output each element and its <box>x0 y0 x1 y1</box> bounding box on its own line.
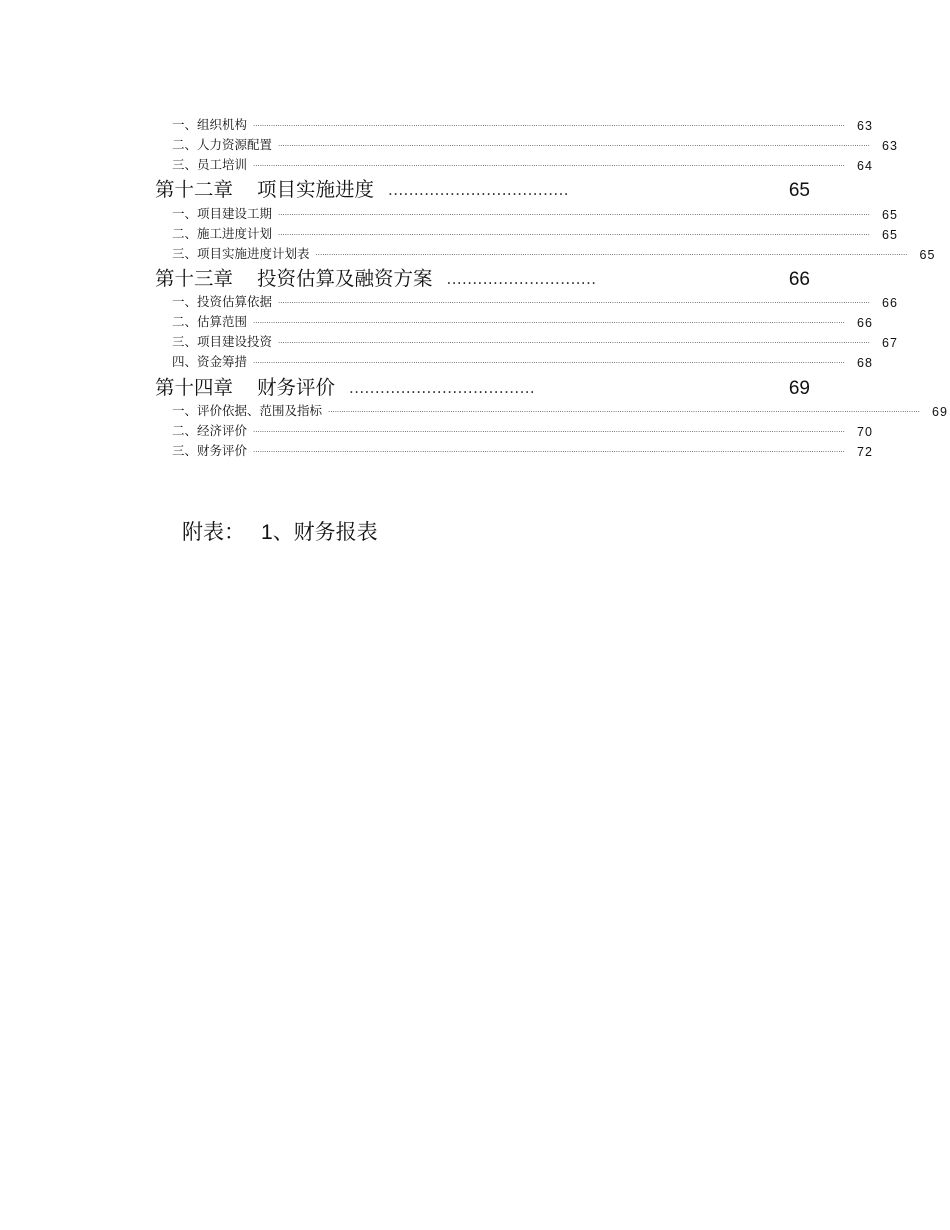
toc-leader-dots: ................................... <box>388 181 569 199</box>
toc-page-number: 63 <box>857 119 873 133</box>
toc-leader-dots: .......................................................................................................................................................................................................................................................................... <box>253 446 845 454</box>
toc-leader-dots: .......................................................................................................................................................................................................................................................................... <box>328 406 920 414</box>
chapter-title: 项目实施进度 <box>257 178 375 201</box>
toc-page-number: 66 <box>857 316 873 330</box>
toc-page-number: 66 <box>882 296 898 310</box>
toc-page-number: 65 <box>919 248 936 262</box>
toc-entry-construction-investment[interactable] <box>172 330 898 350</box>
appendix-heading <box>182 516 378 546</box>
toc-page-number: 72 <box>857 445 873 459</box>
toc-entry-staff-training[interactable] <box>172 153 873 173</box>
chapter-number: 第十四章 <box>155 376 234 399</box>
toc-entry-estimate-basis[interactable] <box>172 290 898 310</box>
toc-page-number: 67 <box>882 336 898 350</box>
toc-leader-dots: ............................. <box>446 270 597 288</box>
toc-entry-financial-evaluation[interactable] <box>172 439 873 459</box>
appendix-label: 附表： <box>182 520 245 544</box>
toc-entry-label: 四、资金筹措 <box>172 354 248 369</box>
toc-page-number: 68 <box>857 356 873 370</box>
toc-leader-dots: .......................................................................................................................................................................................................................................................................... <box>253 426 845 434</box>
toc-page-number: 65 <box>882 228 898 242</box>
toc-entry-economic-evaluation[interactable] <box>172 419 873 439</box>
toc-entry-label: 三、项目实施进度计划表 <box>172 246 310 261</box>
appendix-number: 1 <box>261 521 273 544</box>
toc-leader-dots: .................................... <box>349 379 536 397</box>
toc-entry-label: 一、项目建设工期 <box>172 206 273 221</box>
toc-entry-estimate-scope[interactable] <box>172 310 873 330</box>
appendix-title: 、财务报表 <box>272 520 378 544</box>
toc-entry-fundraising[interactable] <box>172 350 873 370</box>
toc-entry-hr-allocation[interactable] <box>172 133 898 153</box>
chapter-number: 第十二章 <box>155 178 234 201</box>
toc-entry-label: 二、估算范围 <box>172 314 248 329</box>
toc-entry-label: 三、财务评价 <box>172 443 248 458</box>
toc-leader-dots: .......................................................................................................................................................................................................................................................................... <box>315 249 908 257</box>
toc-leader-dots: .......................................................................................................................................................................................................................................................................... <box>253 357 845 365</box>
toc-page-number: 65 <box>788 180 810 201</box>
toc-page-number: 63 <box>882 139 898 153</box>
toc-leader-dots: .......................................................................................................................................................................................................................................................................... <box>278 140 870 148</box>
toc-entry-label: 一、组织机构 <box>172 117 248 132</box>
toc-chapter-12[interactable] <box>155 174 810 202</box>
toc-page-number: 69 <box>788 378 810 399</box>
toc-leader-dots: .......................................................................................................................................................................................................................................................................... <box>278 297 870 305</box>
toc-page-number: 65 <box>882 208 898 222</box>
chapter-title: 投资估算及融资方案 <box>257 267 433 290</box>
toc-chapter-13[interactable] <box>155 263 810 291</box>
toc-entry-label: 一、评价依据、范围及指标 <box>172 403 323 418</box>
toc-entry-label: 二、施工进度计划 <box>172 226 273 241</box>
toc-leader-dots: .......................................................................................................................................................................................................................................................................... <box>278 337 870 345</box>
toc-entry-label: 二、人力资源配置 <box>172 137 273 152</box>
toc-leader-dots: .......................................................................................................................................................................................................................................................................... <box>278 229 870 237</box>
toc-page-number: 70 <box>857 425 873 439</box>
toc-entry-label: 三、项目建设投资 <box>172 334 273 349</box>
toc-entry-label: 二、经济评价 <box>172 423 248 438</box>
toc-leader-dots: .......................................................................................................................................................................................................................................................................... <box>253 160 845 168</box>
toc-entry-label: 一、投资估算依据 <box>172 294 273 309</box>
toc-page-number: 69 <box>932 405 948 419</box>
toc-entry-evaluation-basis[interactable] <box>172 399 948 419</box>
toc-entry-schedule-table[interactable] <box>172 242 936 262</box>
toc-chapter-14[interactable] <box>155 372 810 400</box>
toc-entry-label: 三、员工培训 <box>172 157 248 172</box>
toc-leader-dots: .......................................................................................................................................................................................................................................................................... <box>278 209 870 217</box>
chapter-title: 财务评价 <box>257 376 336 399</box>
toc-entry-organization[interactable] <box>172 113 873 133</box>
toc-entry-construction-period[interactable] <box>172 202 898 222</box>
toc-leader-dots: .......................................................................................................................................................................................................................................................................... <box>253 317 845 325</box>
toc-page-number: 66 <box>788 269 810 290</box>
chapter-number: 第十三章 <box>155 267 234 290</box>
toc-page-number: 64 <box>857 159 873 173</box>
toc-leader-dots: .......................................................................................................................................................................................................................................................................... <box>253 120 845 128</box>
toc-entry-construction-schedule[interactable] <box>172 222 898 242</box>
